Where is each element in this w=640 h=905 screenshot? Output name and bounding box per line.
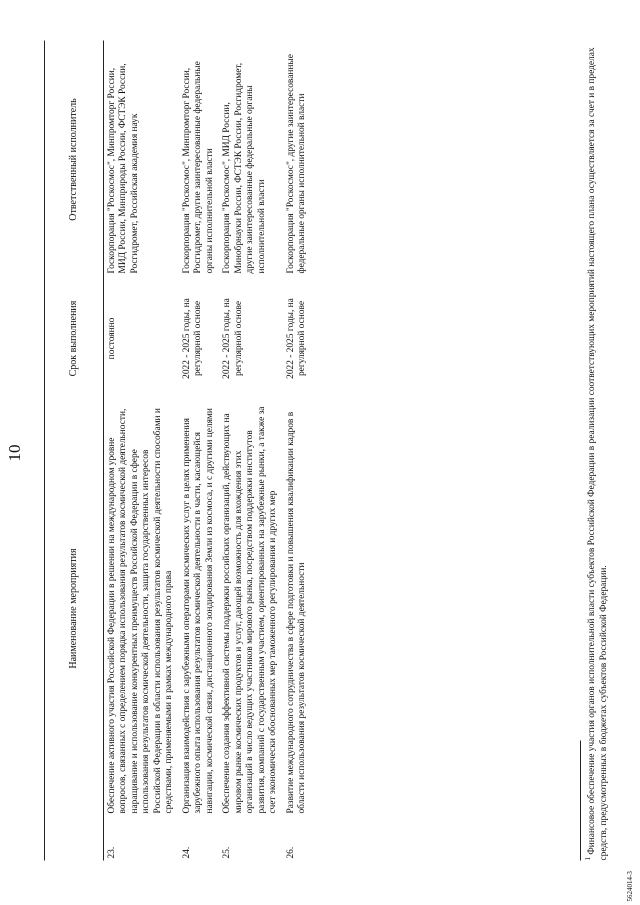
table-header-row	[45, 40, 104, 860]
row-measure: Организация взаимодействия с зарубежными операторами космических услуг в целях применения зарубежного опыта использования результатов космической деятельности в части, касающейся навигации, космической связи, дистанционного зондирования Земли из космоса, и с другими целями	[181, 407, 215, 813]
row-executor: Госкорпорация "Роскосмос", другие заинтересованные федеральные органы исполнительной власти	[285, 53, 308, 273]
table-row	[104, 40, 179, 860]
row-deadline: постоянно	[107, 317, 117, 359]
footnote-divider	[580, 740, 581, 860]
row-executor: Госкорпорация "Роскосмос", Минпромторг России, Росгидромет, другие заинтересованные федеральные органы исполнительной власти	[181, 60, 215, 273]
row-deadline: 2022 - 2025 годы, на регулярной основе	[285, 297, 308, 379]
row-measure: Обеспечение создания эффективной системы поддержки российских организаций, действующих на мировом рынке космических продуктов и услуг, дающей возможность для вхождения этих организаций в число ведущих участников мирового рынка, посредством поддержки институтов развития, компаний с государственным участием, ориентированных на зарубежные рынки, а также за счет экономически обоснованных мер таможенного регулирования и других мер	[222, 406, 279, 813]
footnote-marker: 1	[584, 856, 592, 860]
row-number: 24.	[181, 846, 192, 858]
page-number: 10	[5, 444, 24, 461]
header-num	[45, 818, 104, 860]
document-code: 5624014-3	[626, 870, 634, 901]
row-measure: Развитие международного сотрудничества в сфере подготовки и повышения квалификации кадров в области использования результатов космической деятельности	[285, 411, 308, 813]
row-number: 25.	[222, 846, 233, 858]
table-row	[283, 40, 312, 860]
row-number: 23.	[107, 846, 117, 858]
row-executor: Госкорпорация "Роскосмос", Минпромторг России, МИД России, Минприроды России, ФСТЭК России, Росгидромет, Российская академия наук	[107, 62, 140, 273]
header-executor: Ответственный исполнитель	[45, 40, 104, 278]
table-row	[219, 40, 282, 860]
table-row	[179, 40, 219, 860]
row-deadline: 2022 - 2025 годы, на регулярной основе	[181, 297, 204, 379]
row-number: 26.	[285, 846, 296, 858]
header-deadline: Срок выполнения	[45, 278, 104, 398]
footnote-text: Финансовое обеспечение участия органов исполнительной власти субъектов Российской Федерации в реализации соответствующих мероприятий настоящего плана осуществляется за счет и в пределах средств, предусмотренных в бюджетах субъектов Российской Федерации.	[587, 46, 609, 860]
row-executor: Госкорпорация "Роскосмос", МИД России, Минобрнауки России, ФСТЭК России, Росгидромет, другие заинтересованные федеральные органы исполнительной власти	[222, 62, 267, 273]
measures-table	[44, 40, 312, 860]
header-measure: Наименование мероприятия	[45, 398, 104, 818]
row-deadline: 2022 - 2025 годы, на регулярной основе	[222, 297, 244, 379]
footnote	[584, 40, 611, 860]
row-measure: Обеспечение активного участия Российской Федерации в решении на международном уровне вопросов, связанных с определением порядка использования результатов космической деятельности, наращивание и использование конкурентных преимуществ Российской Федерации в сфере использования результатов космической деятельности, защита государственных интересов Российской Федерации в области использования результатов космической деятельности способами и средствами, применяемыми в рамках международного права	[107, 407, 175, 813]
